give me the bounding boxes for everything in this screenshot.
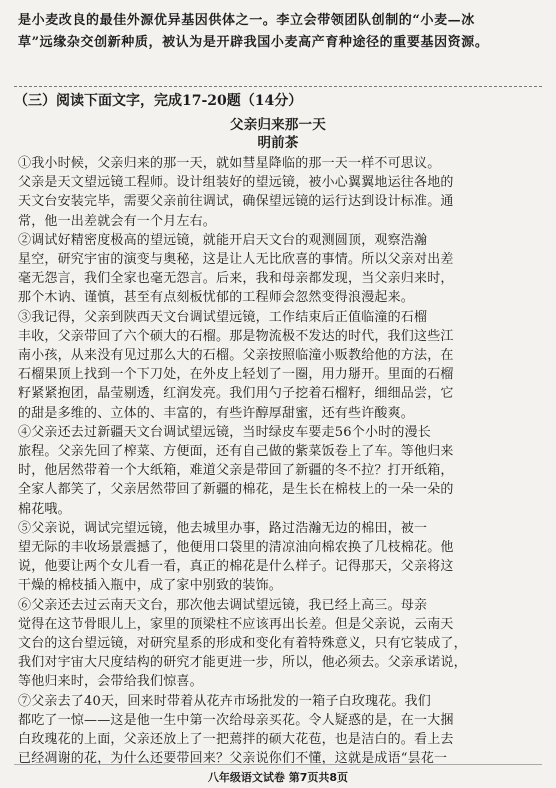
- passage-line: 的甜是多维的、立体的、丰富的，有些许醇厚甜蜜，还有些许酸爽。: [18, 405, 415, 421]
- section-heading: （三）阅读下面文字，完成17-20题（14分）: [14, 93, 303, 109]
- passage-line: ⑤父亲说，调试完望远镜，他去城里办事，路过浩瀚无边的棉田，被一: [18, 520, 428, 536]
- passage-line: 旅程。父亲先回了榨菜、方便面，还有自己做的紫菜饭卷上了车。等他归来: [18, 444, 454, 459]
- passage-line: 籽紧紧抱团，晶莹剔透，红润发亮。我们用勺子挖着石榴籽，细细品尝，它: [18, 386, 454, 402]
- passage-line: 毫无怨言，我们全家也毫无怨言。后来，我和母亲都发现，当父亲归来时，: [18, 271, 454, 287]
- passage-line: 棉花哦。: [18, 501, 71, 517]
- passage-title: 父亲归来那一天: [230, 117, 326, 133]
- passage-line: ④父亲还去过新疆天文台调试望远镜，当时绿皮车要走56个小时的漫长: [18, 424, 431, 440]
- passage-line: 我们对宇宙大尺度结构的研究才能更进一步，所以，他必须去。父亲承诺说，: [18, 655, 467, 671]
- passage-line: 那个木讷、谨慎，甚至有点刻板忧郁的工程师会忽然变得浪漫起来。: [18, 290, 415, 306]
- passage-line: 全家人都笑了，父亲居然带回了新疆的棉花，是生长在棉枝上的一朵一朵的: [18, 482, 454, 498]
- passage-line: 等他归来时，会带给我们惊喜。: [18, 674, 203, 690]
- passage-line: ③我记得，父亲到陕西天文台调试望远镜，工作结束后正值临潼的石榴: [18, 309, 428, 325]
- passage-line: 觉得在这节骨眼儿上，家里的顶梁柱不应该再出长差。但是父亲说，云南天: [18, 616, 454, 632]
- passage-line: 丰收，父亲带回了六个硕大的石榴。那是物流极不发达的时代，我们这些江: [18, 328, 454, 344]
- page-footer: 八年级语文试卷 第7页共8页: [207, 771, 349, 784]
- section-divider: [14, 86, 542, 87]
- passage-line: 文台的这台望远镜，对研究星系的形成和变化有着特殊意义，只有它装成了，: [18, 636, 467, 651]
- passage-line: 干燥的棉枝插入瓶中，成了家中别致的装饰。: [18, 578, 283, 594]
- passage-line: 父亲是天文望远镜工程师。设计组装好的望远镜，被小心翼翼地运往各地的: [18, 175, 454, 191]
- passage-line: 石榴果顶上找到一个下刀处，在外皮上轻划了一圈，用力掰开。里面的石榴: [18, 367, 454, 383]
- passage-line: 天文台安装完毕，需要父亲前往调试，确保望远镜的运行达到设计标准。通: [18, 194, 454, 210]
- passage-line: ①我小时候，父亲归来的那一天，就如彗星降临的那一天一样不可思议。: [18, 156, 441, 171]
- passage-line: 望无际的丰收场景震撼了，他便用口袋里的清凉油向棉农换了几枝棉花。他: [18, 540, 454, 555]
- passage-line: 白玫瑰花的上面，父亲还放上了一把蔫拌的硕大花苞，也是洁白的。看上去: [18, 732, 454, 747]
- passage-line: 说，他要让两个女儿看一看，真正的棉花是什么样子。记得那天，父亲将这: [18, 559, 454, 575]
- passage-line: 南小孩，从来没有见过那么大的石榴。父亲按照临潼小贩教给他的方法，在: [18, 348, 454, 363]
- intro-line-1: 是小麦改良的最佳外源优异基因供体之一。李立会带领团队创制的“小麦—冰: [18, 13, 475, 28]
- footer-rule: [14, 764, 542, 765]
- passage-line: 时，他居然带着一个大纸箱，难道父亲是带回了新疆的冬不拉？打开纸箱，: [18, 463, 454, 479]
- intro-line-2: 草”远缘杂交创新种质，被认为是开辟我国小麦高产育种途径的重要基因资源。: [18, 35, 489, 50]
- passage-line: ⑦父亲去了40天，回来时带着从花卉市场批发的一箱子白玫瑰花。我们: [18, 693, 431, 709]
- passage-line: 常，他一出差就会有一个月左右。: [18, 213, 217, 229]
- passage-line: 已经凋谢的花，为什么还要带回来？父亲说你们不懂，这就是成语“昙花一: [18, 751, 448, 767]
- passage-line: 星空，研究宇宙的演变与奥秘，这是让人无比欣喜的事情。所以父亲对出差: [18, 252, 454, 267]
- passage-line: ②调试好精密度极高的望远镜，就能开启天文台的观测圆顶，观察浩瀚: [18, 232, 428, 248]
- passage-author: 明前茶: [257, 135, 299, 151]
- passage-line: 都吃了一惊——这是他一生中第一次给母亲买花。令人疑惑的是，在一大捆: [18, 712, 454, 728]
- passage-line: ⑥父亲还去过云南天文台，那次他去调试望远镜，我已经上高三。母亲: [18, 597, 428, 613]
